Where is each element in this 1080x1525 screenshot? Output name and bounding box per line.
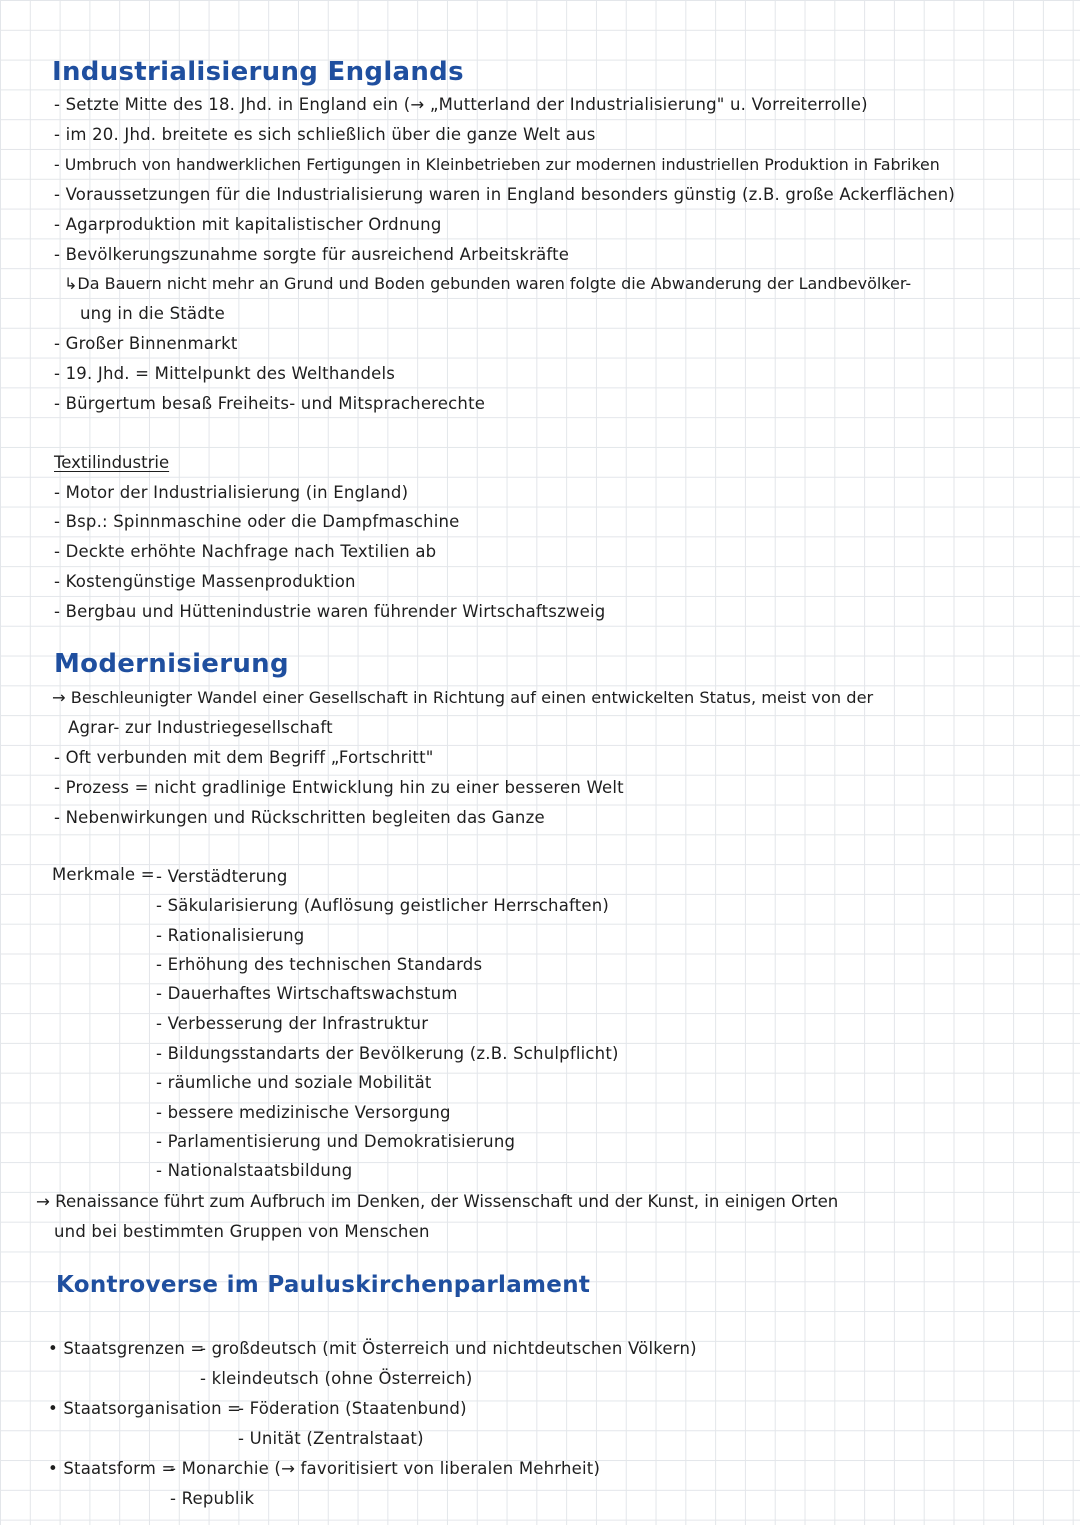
merkmale-label: Merkmale = <box>52 865 155 884</box>
note-line: - Nebenwirkungen und Rückschritten begleiten das Ganze <box>54 808 545 827</box>
note-line: ↳Da Bauern nicht mehr an Grund und Boden gebunden waren folgte die Abwanderung der Landbevölker- <box>64 274 912 293</box>
merkmal-item: - Nationalstaatsbildung <box>156 1161 353 1180</box>
kontroverse-option: - großdeutsch (mit Österreich und nichtdeutschen Völkern) <box>200 1339 697 1358</box>
note-line: - Deckte erhöhte Nachfrage nach Textilien ab <box>54 542 437 561</box>
kontroverse-option: - kleindeutsch (ohne Österreich) <box>200 1369 473 1388</box>
merkmal-item: - räumliche und soziale Mobilität <box>156 1073 432 1092</box>
merkmal-item: - Rationalisierung <box>156 926 305 945</box>
kontroverse-label: • Staatsform = <box>48 1459 176 1478</box>
kontroverse-option: - Republik <box>170 1489 255 1508</box>
note-line: - Oft verbunden mit dem Begriff „Fortschritt" <box>54 748 434 767</box>
merkmal-item: - Verbesserung der Infrastruktur <box>156 1014 429 1033</box>
merkmal-item: - Säkularisierung (Auflösung geistlicher Herrschaften) <box>156 896 610 915</box>
merkmal-item: - Parlamentisierung und Demokratisierung <box>156 1132 516 1151</box>
note-line: - Bsp.: Spinnmaschine oder die Dampfmaschine <box>54 512 460 531</box>
note-line: - Voraussetzungen für die Industrialisierung waren in England besonders günstig (z.B. große Ackerflächen) <box>54 185 955 204</box>
merkmal-item: - Erhöhung des technischen Standards <box>156 955 483 974</box>
note-line: und bei bestimmten Gruppen von Menschen <box>54 1222 430 1241</box>
merkmal-item: - Verstädterung <box>156 867 288 886</box>
kontroverse-option: - Unität (Zentralstaat) <box>238 1429 424 1448</box>
merkmal-item: - bessere medizinische Versorgung <box>156 1103 451 1122</box>
note-line: → Beschleunigter Wandel einer Gesellschaft in Richtung auf einen entwickelten Status, meist von der <box>52 688 874 707</box>
note-line: → Renaissance führt zum Aufbruch im Denken, der Wissenschaft und der Kunst, in einigen Orten <box>36 1192 839 1211</box>
note-line: - Umbruch von handwerklichen Fertigungen in Kleinbetrieben zur modernen industriellen Produktion in Fabriken <box>54 155 940 174</box>
section-title-modernisierung: Modernisierung <box>54 649 289 679</box>
kontroverse-option: - Monarchie (→ favoritisiert von liberalen Mehrheit) <box>170 1459 601 1478</box>
kontroverse-label: • Staatsgrenzen = <box>48 1339 205 1358</box>
note-line: - Setzte Mitte des 18. Jhd. in England ein (→ „Mutterland der Industrialisierung" u. Vorreiterrolle) <box>54 95 868 114</box>
subsection-title-textilindustrie: Textilindustrie <box>54 453 170 472</box>
note-line: - 19. Jhd. = Mittelpunkt des Welthandels <box>54 364 396 383</box>
kontroverse-option: - Föderation (Staatenbund) <box>238 1399 467 1418</box>
note-line: - Kostengünstige Massenproduktion <box>54 572 356 591</box>
note-line: - Bevölkerungszunahme sorgte für ausreichend Arbeitskräfte <box>54 245 570 264</box>
note-line: - Agarproduktion mit kapitalistischer Ordnung <box>54 215 442 234</box>
note-line: - im 20. Jhd. breitete es sich schließlich über die ganze Welt aus <box>54 125 596 144</box>
note-line: - Bürgertum besaß Freiheits- und Mitspracherechte <box>54 394 486 413</box>
note-line: - Prozess = nicht gradlinige Entwicklung hin zu einer besseren Welt <box>54 778 624 797</box>
section-title-industrialisierung: Industrialisierung Englands <box>52 57 464 87</box>
note-line: ung in die Städte <box>80 304 225 323</box>
note-line: - Großer Binnenmarkt <box>54 334 238 353</box>
merkmal-item: - Dauerhaftes Wirtschaftswachstum <box>156 984 458 1003</box>
note-line: - Bergbau und Hüttenindustrie waren führender Wirtschaftszweig <box>54 602 606 621</box>
kontroverse-label: • Staatsorganisation = <box>48 1399 242 1418</box>
note-line: - Motor der Industrialisierung (in England) <box>54 483 409 502</box>
section-title-kontroverse: Kontroverse im Pauluskirchenparlament <box>56 1272 591 1298</box>
merkmal-item: - Bildungsstandarts der Bevölkerung (z.B. Schulpflicht) <box>156 1044 619 1063</box>
note-line: Agrar- zur Industriegesellschaft <box>68 718 333 737</box>
